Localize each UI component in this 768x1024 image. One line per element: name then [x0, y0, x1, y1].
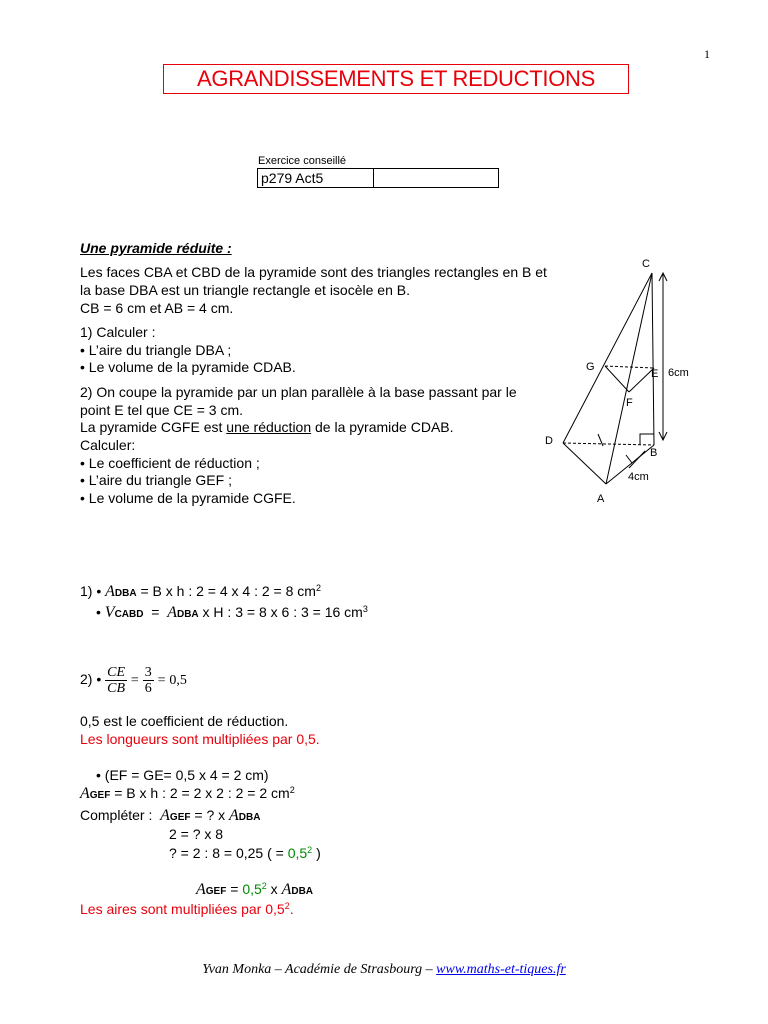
area-symbol: A [196, 881, 206, 898]
statement-line-2: la base DBA est un triangle rectangle et isocèle en B. [80, 282, 410, 298]
sol10-end: ) [312, 845, 321, 861]
label-D: D [545, 435, 553, 447]
edge-DA [563, 443, 606, 484]
area-symbol: A [167, 604, 177, 621]
area-subscript: GEF [169, 812, 191, 823]
q2-reduction-before: La pyramide CGFE est [80, 419, 227, 435]
label-G: G [586, 361, 595, 373]
solution-line-complete [80, 807, 260, 826]
volume-subscript: CABD [114, 609, 144, 620]
edge-CB [652, 273, 654, 445]
sol12-exponent: 2 [284, 901, 290, 911]
label-C: C [642, 258, 650, 270]
area-symbol: A [281, 881, 292, 898]
page-number: 1 [704, 47, 710, 61]
sol8-text: = ? x [190, 807, 230, 823]
ratio-result: 0,5 [169, 673, 187, 688]
label-base: 4cm [628, 471, 649, 483]
q2-task-coef: • Le coefficient de réduction ; [80, 455, 260, 471]
q2-task-volume: • Le volume de la pyramide CGFE. [80, 490, 296, 506]
solution-line-areas-rule [80, 901, 294, 918]
solution-line-coef: 0,5 est le coefficient de réduction. [80, 713, 289, 729]
sol11-text: x [266, 881, 282, 897]
solution-line-equation: 2 = ? x 8 [169, 826, 224, 842]
q2-line-1: 2) On coupe la pyramide par un plan parallèle à la base passant par le [80, 384, 517, 400]
section-title: Une pyramide réduite : [80, 240, 232, 256]
sol1-exponent: 2 [315, 583, 321, 593]
label-F: F [626, 397, 633, 409]
area-subscript: DBA [291, 886, 314, 897]
solution-line-area-dba [80, 583, 321, 602]
sol11-eq: = [226, 881, 243, 897]
sol7-exponent: 2 [289, 785, 295, 795]
area-subscript: GEF [205, 886, 227, 897]
area-symbol: A [105, 583, 115, 600]
sol2-prefix: • [96, 604, 105, 620]
sol1-prefix: 1) • [80, 583, 106, 599]
sol2-text: x H : 3 = 8 x 6 : 3 = 16 cm [198, 604, 363, 620]
base-arrow-line [629, 451, 645, 468]
edge-CD [563, 273, 652, 443]
edge-GE-hidden [605, 366, 654, 368]
sol10-text: ? = 2 : 8 = 0,25 ( = [169, 845, 288, 861]
footer [0, 962, 768, 978]
tick-AB [626, 455, 632, 463]
area-subscript: GEF [89, 790, 111, 801]
fraction-ce-cb: $\frac{CE}{CB}$ [107, 664, 126, 696]
sol2-exponent: 3 [362, 604, 368, 614]
q1-heading: 1) Calculer : [80, 324, 156, 340]
solution-line-result [169, 845, 321, 862]
area-subscript: DBA [176, 609, 199, 620]
solution-line-volume [96, 604, 368, 623]
solution-line-ratio: 2) • $\frac{CE}{CB}$ = $\frac{3}{6}$ = 0,5 [80, 664, 187, 696]
complete-label: Compléter : [80, 807, 161, 823]
solution-line-lengths-rule: Les longueurs sont multipliées par 0,5. [80, 731, 320, 747]
q1-item-volume: • Le volume de la pyramide CDAB. [80, 359, 296, 375]
footer-text: Yvan Monka – Académie de Strasbourg – [202, 962, 437, 977]
exercise-empty-cell [374, 169, 498, 187]
q2-reduction-after: de la pyramide CDAB. [311, 419, 454, 435]
sol11-green: 0,5 [242, 881, 262, 897]
label-A: A [597, 493, 605, 505]
q2-reduction-underlined: une réduction [226, 419, 312, 435]
exercise-table [257, 168, 499, 188]
area-subscript: DBA [114, 588, 137, 599]
label-B: B [650, 447, 658, 459]
exercise-ref: p279 Act5 [258, 169, 374, 187]
q2-line-2: point E tel que CE = 3 cm. [80, 402, 244, 418]
q2-task-heading: Calculer: [80, 437, 136, 453]
solution-line-area-relation [196, 881, 313, 900]
area-symbol: A [229, 807, 239, 824]
exercise-label: Exercice conseillé [258, 155, 347, 167]
page-title: AGRANDISSEMENTS ET REDUCTIONS [163, 64, 629, 94]
solution-line-area-gef [80, 785, 295, 804]
sol1-text: = B x h : 2 = 4 x 4 : 2 = 8 cm [136, 583, 316, 599]
area-subscript: DBA [238, 812, 261, 823]
sol11-exponent: 2 [261, 881, 267, 891]
statement-line-1: Les faces CBA et CBD de la pyramide sont des triangles rectangles en B et [80, 264, 547, 280]
sol12-text: Les aires sont multipliées par 0,5 [80, 901, 285, 917]
sol7-text: = B x h : 2 = 2 x 2 : 2 = 2 cm [110, 785, 290, 801]
label-height: 6cm [668, 367, 689, 379]
footer-link[interactable]: www.maths-et-tiques.fr [436, 962, 566, 977]
q2-task-area: • L’aire du triangle GEF ; [80, 472, 232, 488]
fraction-3-6: $\frac{3}{6}$ [144, 664, 152, 696]
label-E: E [651, 368, 659, 380]
volume-symbol: V [104, 604, 115, 621]
q1-item-area: • L’aire du triangle DBA ; [80, 342, 232, 358]
area-symbol: A [160, 807, 170, 824]
sol2-eq: = [143, 604, 168, 620]
statement-line-3: CB = 6 cm et AB = 4 cm. [80, 300, 234, 316]
sol3-prefix: 2) • [80, 671, 106, 687]
sol12-end: . [289, 901, 294, 917]
sol10-green: 0,5 [287, 845, 308, 861]
sol10-exponent: 2 [307, 845, 313, 855]
edge-GF [605, 366, 629, 392]
area-symbol: A [80, 785, 90, 802]
solution-line-ef-ge: • (EF = GE= 0,5 x 4 = 2 cm) [96, 767, 269, 783]
right-angle-marker [640, 434, 654, 445]
q2-reduction-line [80, 419, 454, 436]
pyramid-figure [540, 255, 700, 510]
